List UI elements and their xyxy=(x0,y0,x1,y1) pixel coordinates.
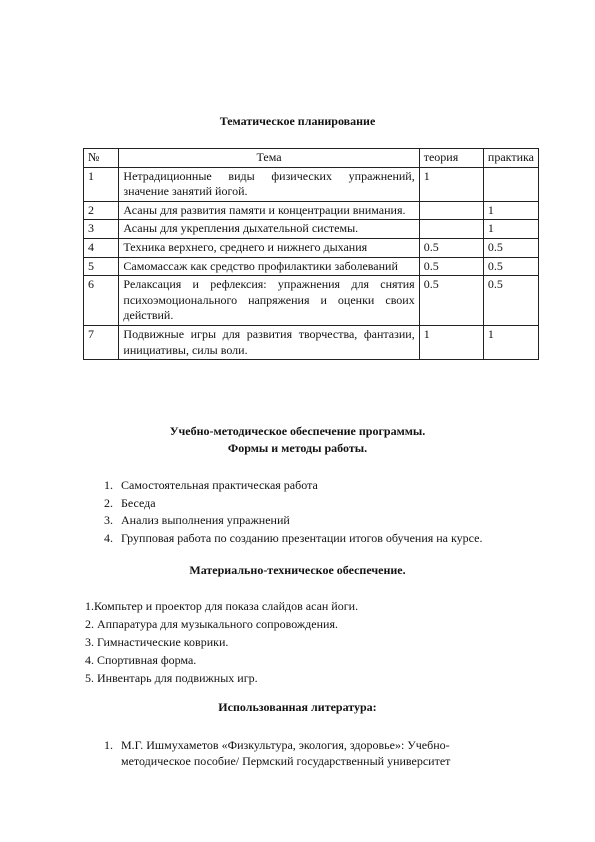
list-item: 1.Компьтер и проектор для показа слайдов асан йоги. xyxy=(85,599,359,613)
header-number: № xyxy=(84,149,119,168)
row-topic: Асаны для развития памяти и концентрации внимания. xyxy=(119,201,419,220)
literature-item xyxy=(104,738,524,754)
row-practice xyxy=(483,167,538,201)
row-theory: 0.5 xyxy=(419,257,483,276)
section-subtitle-forms-methods: Формы и методы работы. xyxy=(227,441,368,455)
row-practice: 1 xyxy=(483,220,538,239)
table-row xyxy=(84,220,539,239)
section-title-methodical-support: Учебно-методическое обеспечение программы. xyxy=(169,424,426,438)
row-theory xyxy=(419,220,483,239)
section-title-literature: Использованная литература: xyxy=(218,700,377,714)
materials-list xyxy=(85,599,358,689)
list-item: 5. Инвентарь для подвижных игр. xyxy=(85,671,258,685)
list-item-number: 1. xyxy=(104,478,113,492)
row-theory: 0.5 xyxy=(419,238,483,257)
list-item-number: 3. xyxy=(104,513,113,527)
header-topic: Тема xyxy=(119,149,419,168)
list-item: 3. Гимнастические коврики. xyxy=(85,635,229,649)
list-item: 2. Аппаратура для музыкального сопровождения. xyxy=(85,617,338,631)
forms-list xyxy=(104,478,482,548)
row-practice: 0.5 xyxy=(483,238,538,257)
table-header-row xyxy=(84,149,539,168)
list-item: 4. Спортивная форма. xyxy=(85,653,197,667)
list-item-number: 4. xyxy=(104,530,113,545)
row-theory: 1 xyxy=(419,167,483,201)
list-item-text: Групповая работа по созданию презентации итогов обучения на курсе. xyxy=(121,530,483,545)
list-item-number: 1. xyxy=(104,738,113,752)
row-practice: 0.5 xyxy=(483,276,538,326)
row-number: 3 xyxy=(84,220,119,239)
literature-line-2: методическое пособие/ Пермский государственный университет xyxy=(121,753,451,768)
row-practice: 1 xyxy=(483,201,538,220)
row-topic: Асаны для укрепления дыхательной системы. xyxy=(119,220,419,239)
table-row xyxy=(84,325,539,359)
row-theory: 1 xyxy=(419,325,483,359)
page-title: Тематическое планирование xyxy=(219,114,376,128)
table-row xyxy=(84,201,539,220)
table-row xyxy=(84,257,539,276)
header-theory: теория xyxy=(419,149,483,168)
row-topic: Подвижные игры для развития творчества, фантазии, инициативы, силы воли. xyxy=(119,325,419,359)
row-number: 2 xyxy=(84,201,119,220)
literature-line-1: М.Г. Ишмухаметов «Физкультура, экология, здоровье»: Учебно- xyxy=(121,738,450,752)
section-title-materials: Материально-техническое обеспечение. xyxy=(189,563,406,577)
list-item xyxy=(104,531,482,549)
row-topic: Техника верхнего, среднего и нижнего дыхания xyxy=(119,238,419,257)
row-number: 4 xyxy=(84,238,119,257)
row-practice: 0.5 xyxy=(483,257,538,276)
list-item-text: Анализ выполнения упражнений xyxy=(121,513,290,527)
list-item-text: Самостоятельная практическая работа xyxy=(121,478,318,492)
row-number: 5 xyxy=(84,257,119,276)
row-topic: Нетрадиционные виды физических упражнений, значение занятий йогой. xyxy=(119,167,419,201)
table-row xyxy=(84,238,539,257)
row-number: 7 xyxy=(84,325,119,359)
list-item xyxy=(104,478,482,496)
list-item-text: Беседа xyxy=(121,495,156,510)
table-row xyxy=(84,167,539,201)
row-theory: 0.5 xyxy=(419,276,483,326)
row-theory xyxy=(419,201,483,220)
header-practice: практика xyxy=(483,149,538,168)
row-practice: 1 xyxy=(483,325,538,359)
row-number: 6 xyxy=(84,276,119,326)
list-item-number: 2. xyxy=(104,495,113,510)
list-item xyxy=(104,513,482,531)
thematic-plan-table xyxy=(83,148,539,360)
literature-list xyxy=(104,738,524,769)
list-item xyxy=(104,496,482,514)
row-topic: Релаксация и рефлексия: упражнения для снятия психоэмоционального напряжения и оценки своих действий. xyxy=(119,276,419,326)
row-number: 1 xyxy=(84,167,119,201)
table-row xyxy=(84,276,539,326)
row-topic: Самомассаж как средство профилактики заболеваний xyxy=(119,257,419,276)
